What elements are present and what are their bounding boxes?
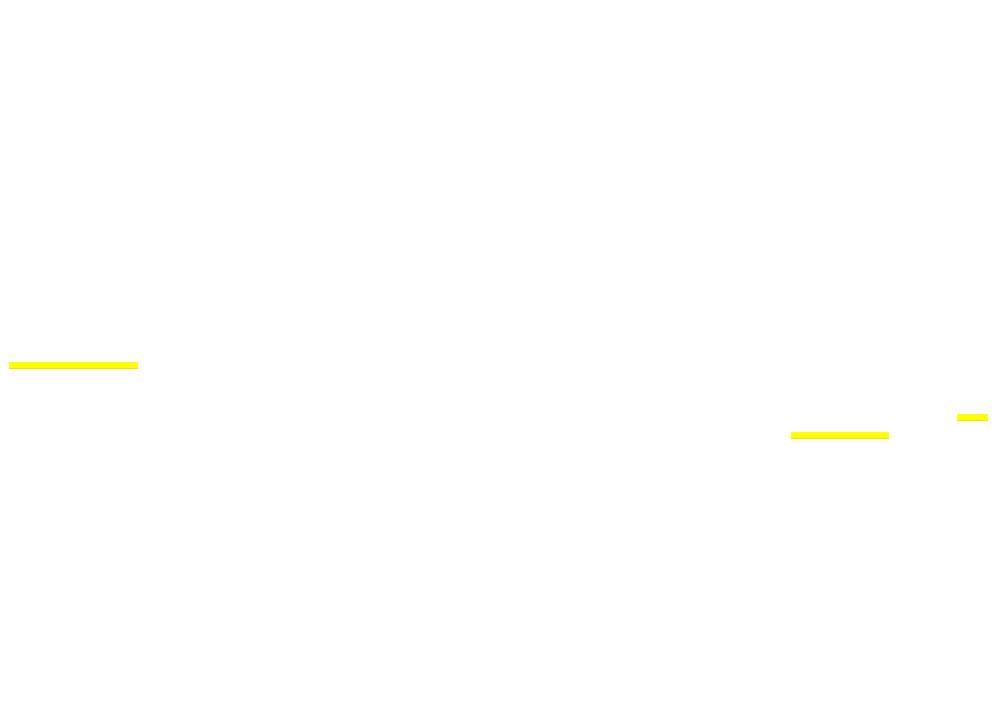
- highlighted-text-snippet: [957, 414, 988, 421]
- highlighted-text-snippet: [791, 432, 889, 439]
- highlighted-text-snippet: [9, 362, 138, 369]
